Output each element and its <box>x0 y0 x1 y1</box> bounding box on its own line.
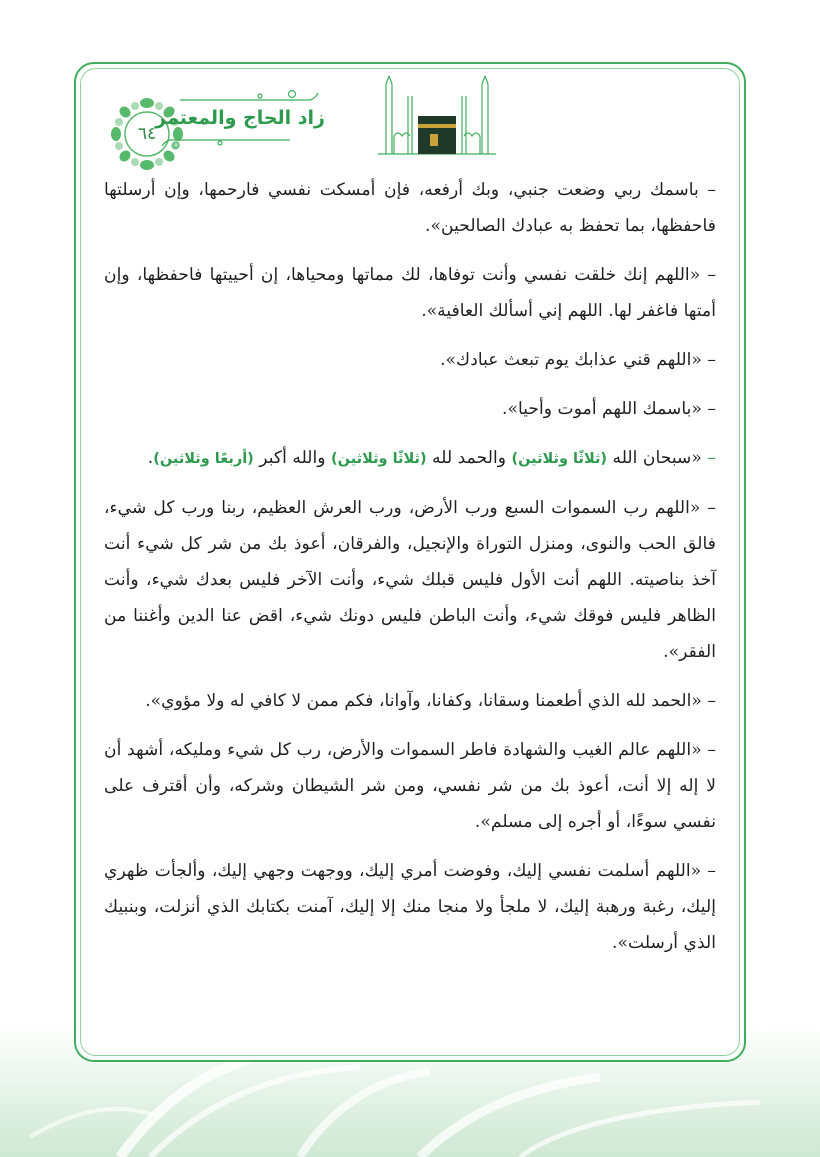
tasbih-part: والحمد لله <box>432 448 507 468</box>
tasbih-count: (ثلاثًا وثلاثين) <box>511 451 608 467</box>
tasbih-part: والله أكبر <box>259 448 326 468</box>
page-body <box>104 172 716 974</box>
dua-paragraph: – «اللهم إنك خلقت نفسي وأنت توفاها، لك مماتها ومحياها، إن أحييتها فاحفظها، وإن أمتها فاغفر لها. اللهم إني أسألك العافية». <box>104 265 716 321</box>
dua-paragraph: – باسمك ربي وضعت جنبي، وبك أرفعه، فإن أمسكت نفسي فارحمها، وإن أرسلتها فاحفظها، بما تحفظ به عبادك الصالحين». <box>104 180 716 236</box>
book-title-banner <box>155 90 325 150</box>
dua-paragraph: – «اللهم عالم الغيب والشهادة فاطر السموات والأرض، رب كل شيء ومليكه، أشهد أن لا إله إلا أنت، أعوذ بك من شر نفسي، ومن شر الشيطان وشركه، وأن أقترف على نفسي سوءًا، أو أجره إلى مسلم». <box>104 740 716 832</box>
dua-paragraph: – «اللهم أسلمت نفسي إليك، وفوضت أمري إليك، ووجهت وجهي إليك، وألجأت ظهري إليك، رغبة ورهبة إليك، لا ملجأ ولا منجا منك إلا إليك، آمنت بكتابك الذي أنزلت، وبنبيك الذي أرسلت». <box>104 861 716 953</box>
tasbih-part: «سبحان الله <box>612 448 702 468</box>
book-title: زاد الحاج والمعتمر <box>155 107 325 129</box>
dua-paragraph: – «اللهم قني عذابك يوم تبعث عبادك». <box>440 350 716 370</box>
page-number: ٦٤ <box>137 124 157 144</box>
kaaba-mosque-icon <box>378 76 496 158</box>
page-header <box>0 0 820 160</box>
tasbih-count: (ثلاثًا وثلاثين) <box>331 451 427 467</box>
dua-paragraph: – «باسمك اللهم أموت وأحيا». <box>501 399 716 419</box>
tasbih-end: . <box>147 448 154 468</box>
tasbih-paragraph <box>104 440 716 477</box>
tasbih-count: (أربعًا وثلاثين) <box>153 451 254 467</box>
tasbih-dash: – <box>707 448 716 468</box>
dua-paragraph: – «الحمد لله الذي أطعمنا وسقانا، وكفانا، وآوانا، فكم ممن لا كافي له ولا مؤوي». <box>145 691 716 711</box>
dua-paragraph: – «اللهم رب السموات السبع ورب الأرض، ورب العرش العظيم، ربنا ورب كل شيء، فالق الحب والنوى، ومنزل التوراة والإنجيل، والفرقان، أعوذ بك من شر كل شيء أنت آخذ بناصيته. اللهم أنت الأول فليس قبلك شيء، وأنت الآخر فليس بعدك شيء، وأنت الظاهر فليس فوقك شيء، وأنت الباطن فليس دونك شيء، اقض عنا الدين وأغننا من الفقر». <box>104 498 716 662</box>
